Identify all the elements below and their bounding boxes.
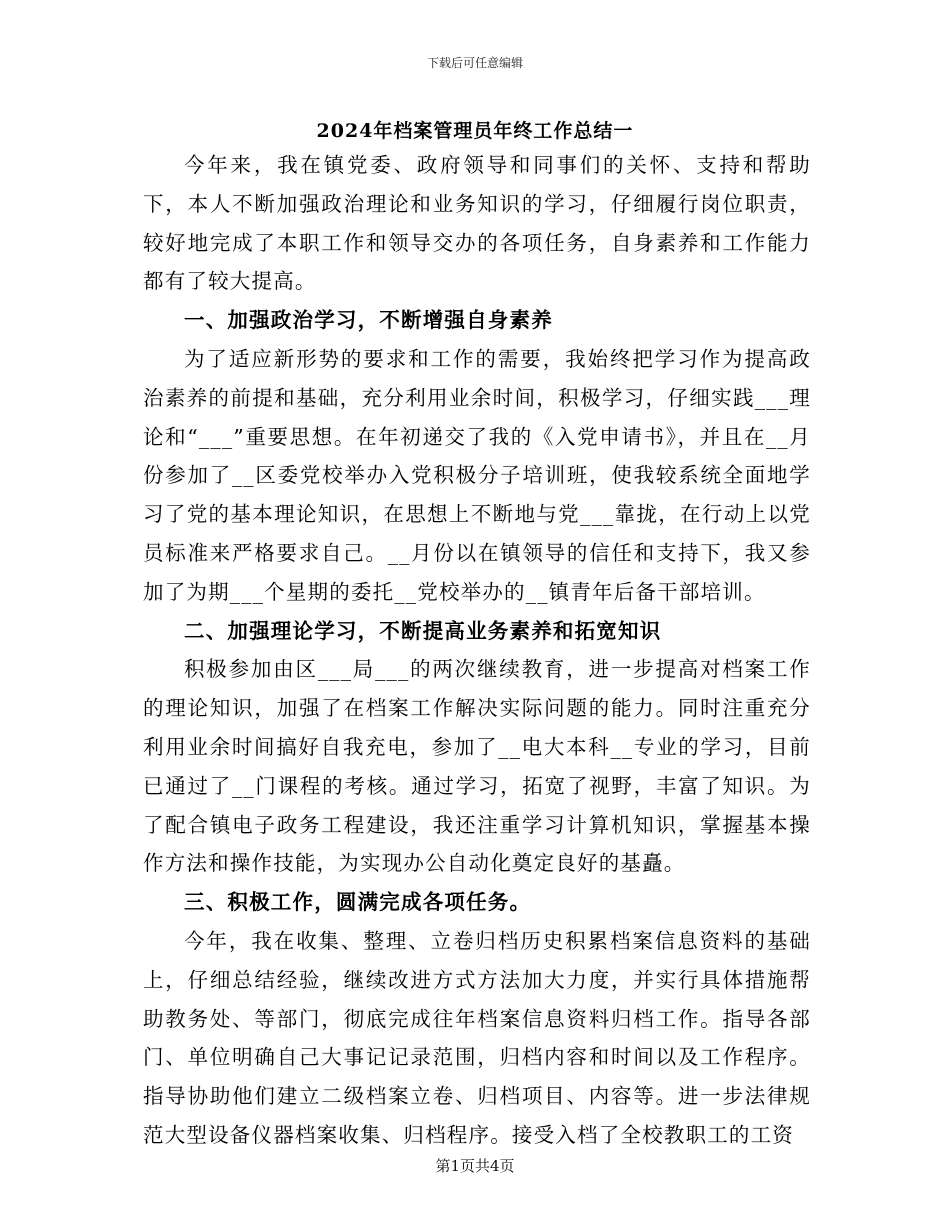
paragraph-section-1: 为了适应新形势的要求和工作的需要，我始终把学习作为提高政治素养的前提和基础，充分利用业余时间，积极学习，仔细实践___理论和“___”重要思想。在年初递交了我的《入党申请书》，并且在__月份参加了__区委党校举办入党积极分子培训班，使我较系统全面地学习了党的基本理论知识，在思想上不断地与党___靠拢，在行动上以党员标准来严格要求自己。__月份以在镇领导的信任和支持下，我又参加了为期___个星期的委托__党校举办的__镇青年后备干部培训。 [143,346,811,604]
section-heading-2: 二、加强理论学习，不断提高业务素养和拓宽知识 [184,618,662,643]
section-heading-3: 三、积极工作，圆满完成各项任务。 [184,890,532,915]
document-body [143,146,811,1155]
paragraph-intro: 今年来，我在镇党委、政府领导和同事们的关怀、支持和帮助下，本人不断加强政治理论和业务知识的学习，仔细履行岗位职责，较好地完成了本职工作和领导交办的各项任务，自身素养和工作能力都有了较大提高。 [143,153,811,294]
paragraph-section-3: 今年，我在收集、整理、立卷归档历史积累档案信息资料的基础上，仔细总结经验，继续改进方式方法加大力度，并实行具体措施帮助教务处、等部门，彻底完成往年档案信息资料归档工作。指导各部门、单位明确自己大事记记录范围，归档内容和时间以及工作程序。指导协助他们建立二级档案立卷、归档项目、内容等。进一步法律规范大型设备仪器档案收集、归档程序。接受入档了全校教职工的工资 [143,928,811,1147]
document-title: 2024年档案管理员年终工作总结一 [316,120,634,142]
paragraph-section-2: 积极参加由区___局___的两次继续教育，进一步提高对档案工作的理论知识，加强了在档案工作解决实际问题的能力。同时注重充分利用业余时间搞好自我充电，参加了__电大本科__专业的学习，目前已通过了__门课程的考核。通过学习，拓宽了视野，丰富了知识。为了配合镇电子政务工程建设，我还注重学习计算机知识，掌握基本操作方法和操作技能，为实现办公自动化奠定良好的基矗。 [143,657,811,876]
section-heading-1: 一、加强政治学习，不断增强自身素养 [184,308,553,333]
page-footer-page-number: 第1页共4页 [435,1157,515,1175]
page-header-note: 下载后可任意编辑 [426,56,523,70]
